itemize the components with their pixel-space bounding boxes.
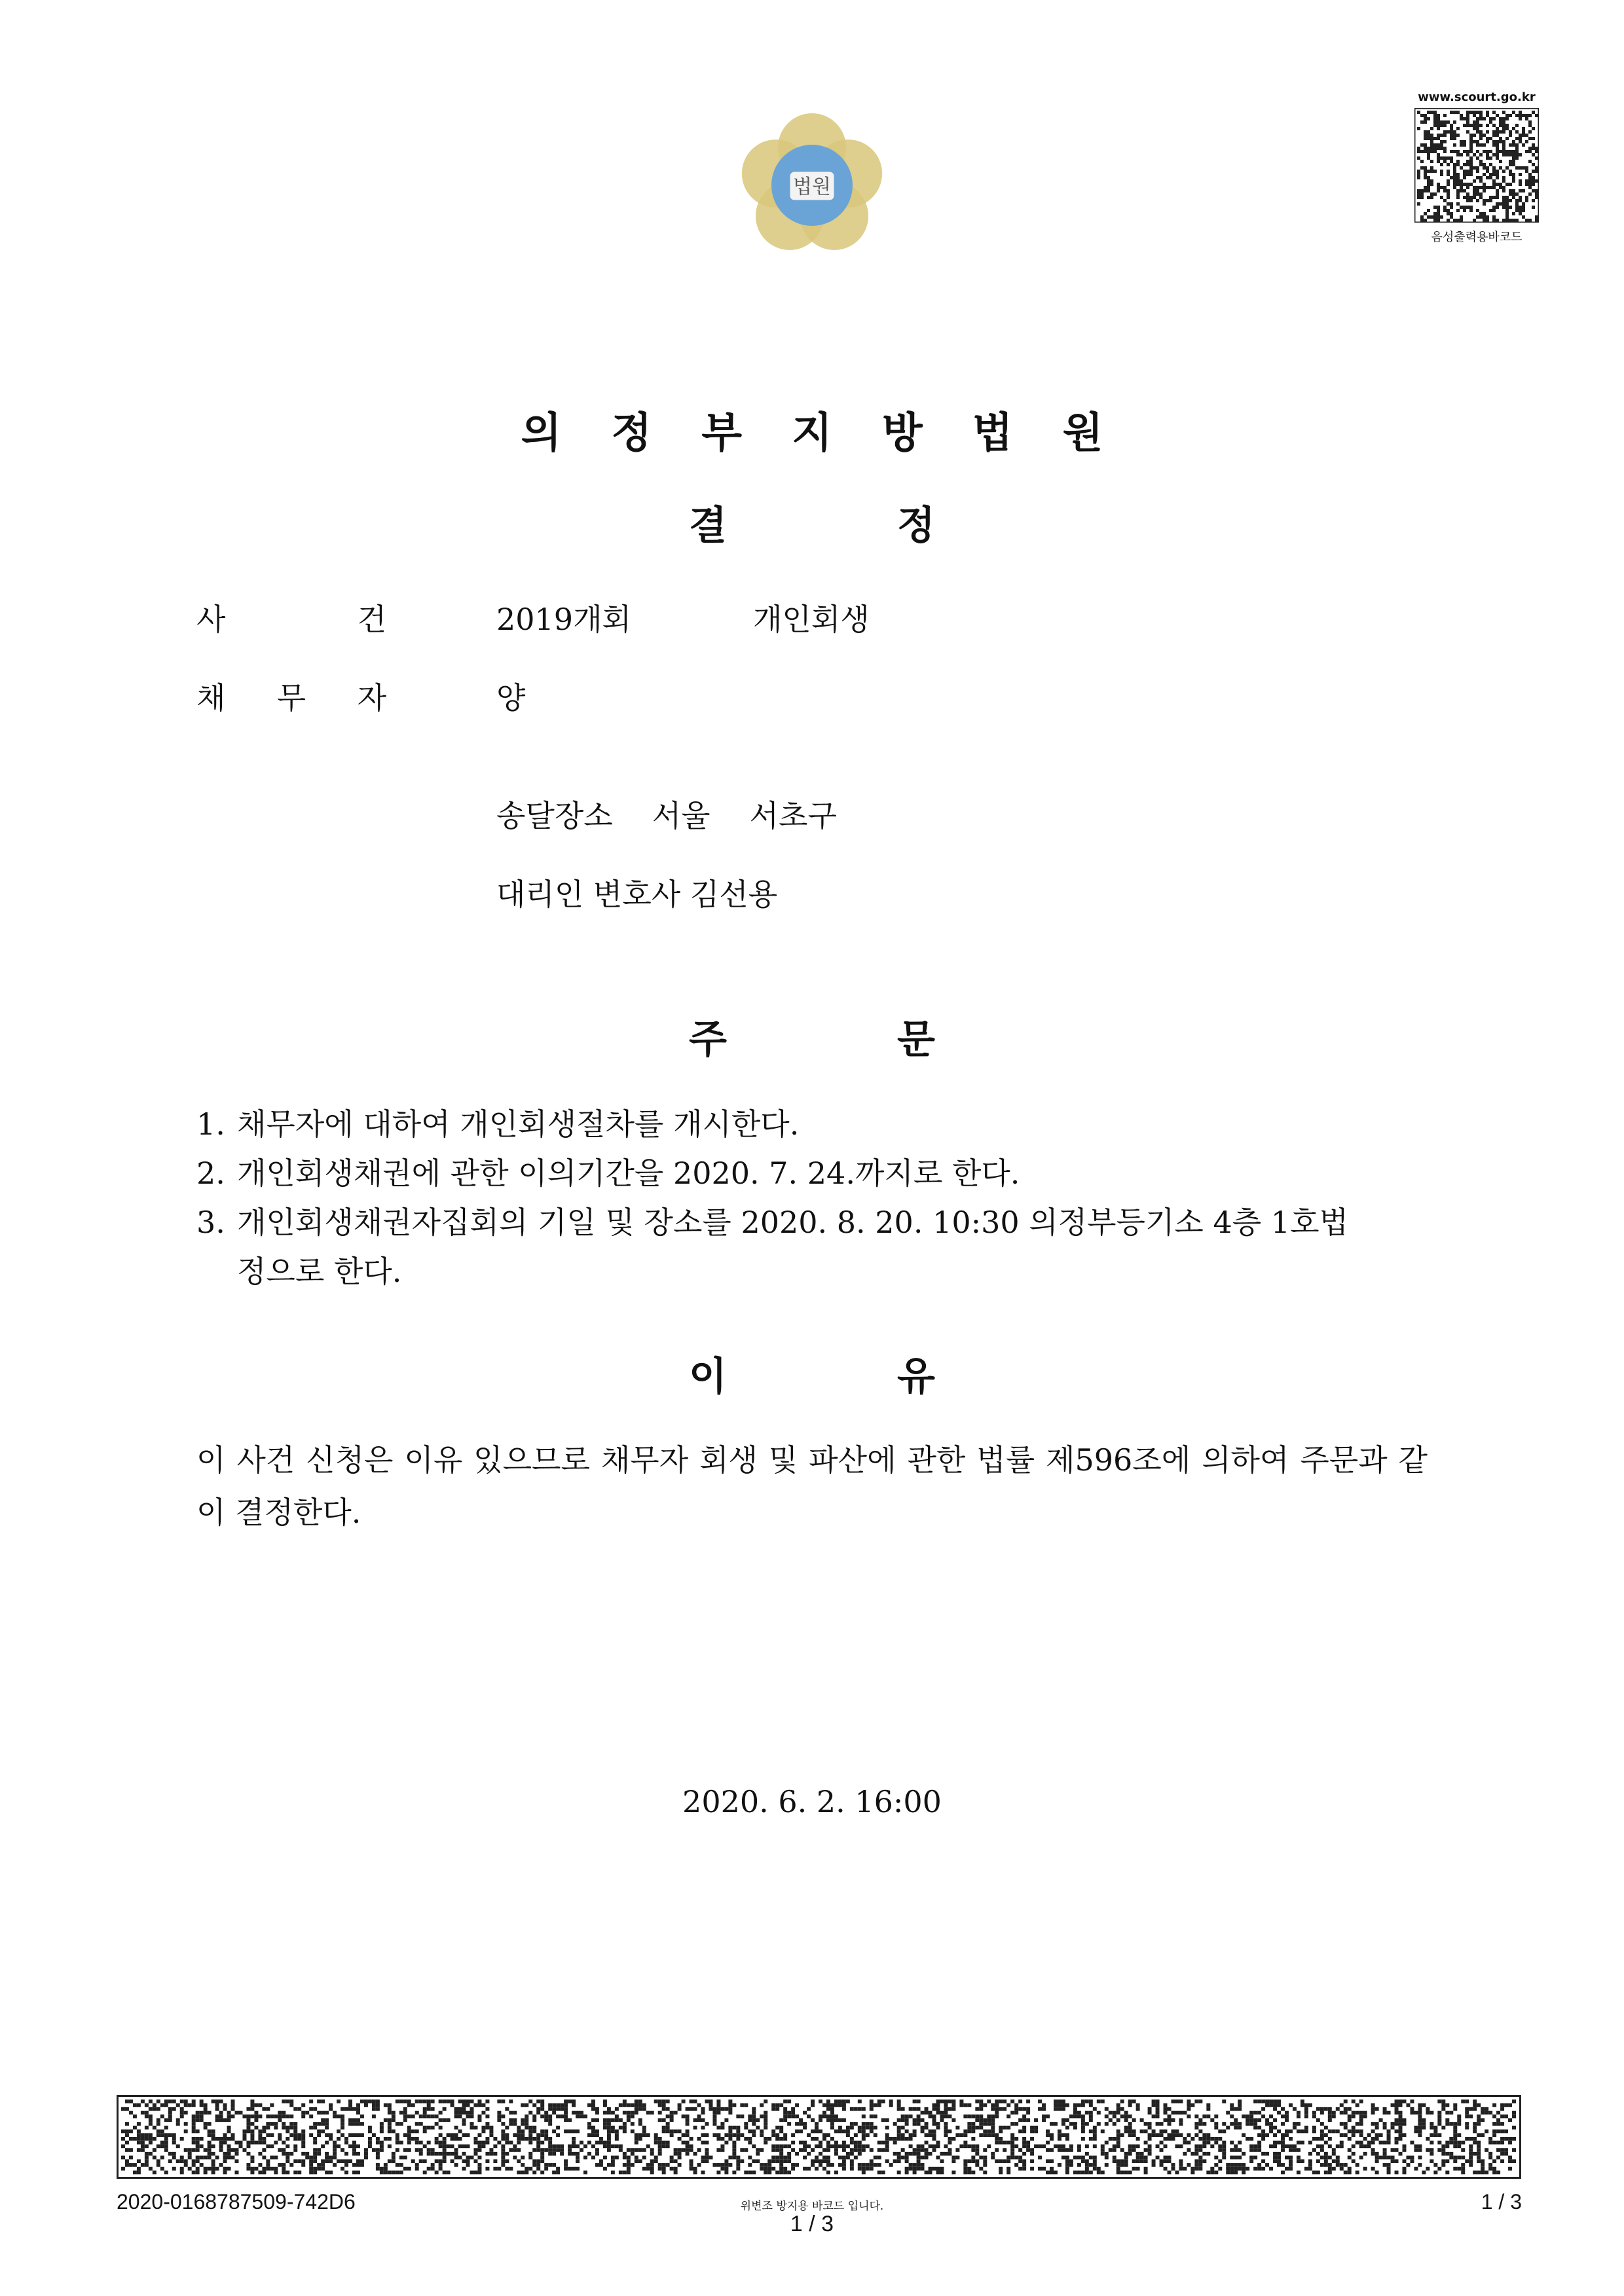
audio-barcode	[1414, 108, 1539, 223]
document-id: 2020-0168787509-742D6	[117, 2190, 356, 2214]
decision-date: 2020. 6. 2. 16:00	[682, 1784, 942, 1819]
emblem-text: 법원	[793, 175, 831, 198]
case-number: 2019개회	[496, 602, 631, 637]
order-item-3: 3. 개인회생채권자집회의 기일 및 장소를 2020. 8. 20. 10:30 의정부등기소 4층 1호법	[196, 1205, 1348, 1240]
reason-text: 이 사건 신청은 이유 있으므로 채무자 회생 및 파산에 관한 법률 제596조에 의하여 주문과 같이 결정한다.	[196, 1442, 1428, 1530]
page-number-right: 1 / 3	[1481, 2190, 1522, 2214]
case-type: 개인회생	[753, 602, 870, 637]
case-label: 사 건	[196, 602, 386, 637]
court-name: 의 정 부 지 방 법 원	[521, 409, 1103, 458]
decision-heading: 결 정	[689, 503, 935, 549]
order-item-1: 1. 채무자에 대하여 개인회생절차를 개시한다.	[196, 1106, 800, 1142]
order-item-3-continuation: 정으로 한다.	[237, 1254, 402, 1289]
barcode-notice: 위변조 방지용 바코드 입니다.	[740, 2200, 884, 2213]
order-heading: 주 문	[689, 1017, 935, 1063]
order-item-2: 2. 개인회생채권에 관한 이의기간을 2020. 7. 24.까지로 한다.	[196, 1156, 1020, 1191]
court-emblem	[737, 108, 887, 259]
debtor-name: 양	[496, 680, 526, 716]
barcode-caption: 음성출력용바코드	[1431, 230, 1522, 244]
delivery-district: 서초구	[749, 798, 837, 833]
delivery-address	[496, 792, 876, 835]
delivery-label: 송달장소	[496, 798, 613, 833]
debtor-label: 채 무 자	[196, 680, 386, 716]
anti-forgery-barcode	[117, 2095, 1521, 2179]
barcode-url: www.scourt.go.kr	[1418, 90, 1536, 104]
delivery-city: 서울	[652, 798, 710, 833]
reason-heading: 이 유	[689, 1354, 935, 1400]
page-number-center: 1 / 3	[790, 2212, 834, 2236]
legal-agent: 대리인 변호사 김선용	[496, 877, 778, 912]
